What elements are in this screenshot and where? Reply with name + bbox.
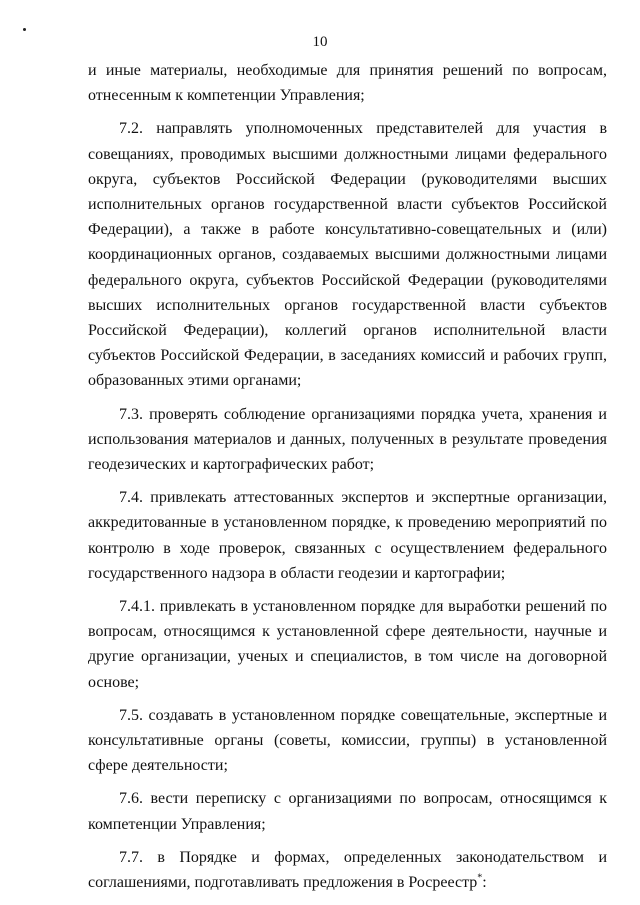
- footnote-marker: *: [477, 872, 483, 884]
- paragraph-7-7-text: 7.7. в Порядке и формах, определенных законодательством и соглашениями, подготавливать предложения в Росреестр: [88, 848, 607, 892]
- page-number: 10: [312, 34, 328, 50]
- paragraph-7-7-tail: :: [482, 874, 487, 892]
- paragraph-7-4: 7.4. привлекать аттестованных экспертов и экспертные организации, аккредитованные в установленном порядке, к проведению мероприятий по контролю в ходе проверок, связанных с осуществлением федерального государственного надзора в области геодезии и картографии;: [88, 489, 607, 582]
- document-body: [88, 58, 607, 903]
- paragraph-7-5: 7.5. создавать в установленном порядке совещательные, экспертные и консультативные органы (советы, комиссии, группы) в установленной сфере деятельности;: [88, 706, 607, 775]
- paragraph-7-4-1: 7.4.1. привлекать в установленном порядке для выработки решений по вопросам, относящимся к установленной сфере деятельности, научные и другие организации, ученых и специалистов, в том числе на договорной основе;: [88, 598, 607, 691]
- paragraph-7-7: [88, 845, 607, 895]
- paragraph-7-2: 7.2. направлять уполномоченных представителей для участия в совещаниях, проводимых высшими должностными лицами федерального округа, субъектов Российской Федерации (руководителями высших исполнительных органов государственной власти субъектов Российской Федерации), а также в работе консультативно-совещательных и (или) координационных органов, создаваемых высшими должностными лицами федерального округа, субъектов Российской Федерации (руководителями высших исполнительных органов государственной власти субъектов Российской Федерации), коллегий органов исполнительной власти субъектов Российской Федерации, в заседаниях комиссий и рабочих групп, образованных этими органами;: [88, 120, 607, 390]
- paragraph-continuation: и иные материалы, необходимые для принятия решений по вопросам, отнесенным к компетенции Управления;: [88, 62, 607, 105]
- paragraph-7-6: 7.6. вести переписку с организациями по вопросам, относящимся к компетенции Управления;: [88, 790, 607, 833]
- paragraph-7-3: 7.3. проверять соблюдение организациями порядка учета, хранения и использования материалов и данных, полученных в результате проведения геодезических и картографических работ;: [88, 405, 607, 474]
- scan-speck: [23, 28, 26, 31]
